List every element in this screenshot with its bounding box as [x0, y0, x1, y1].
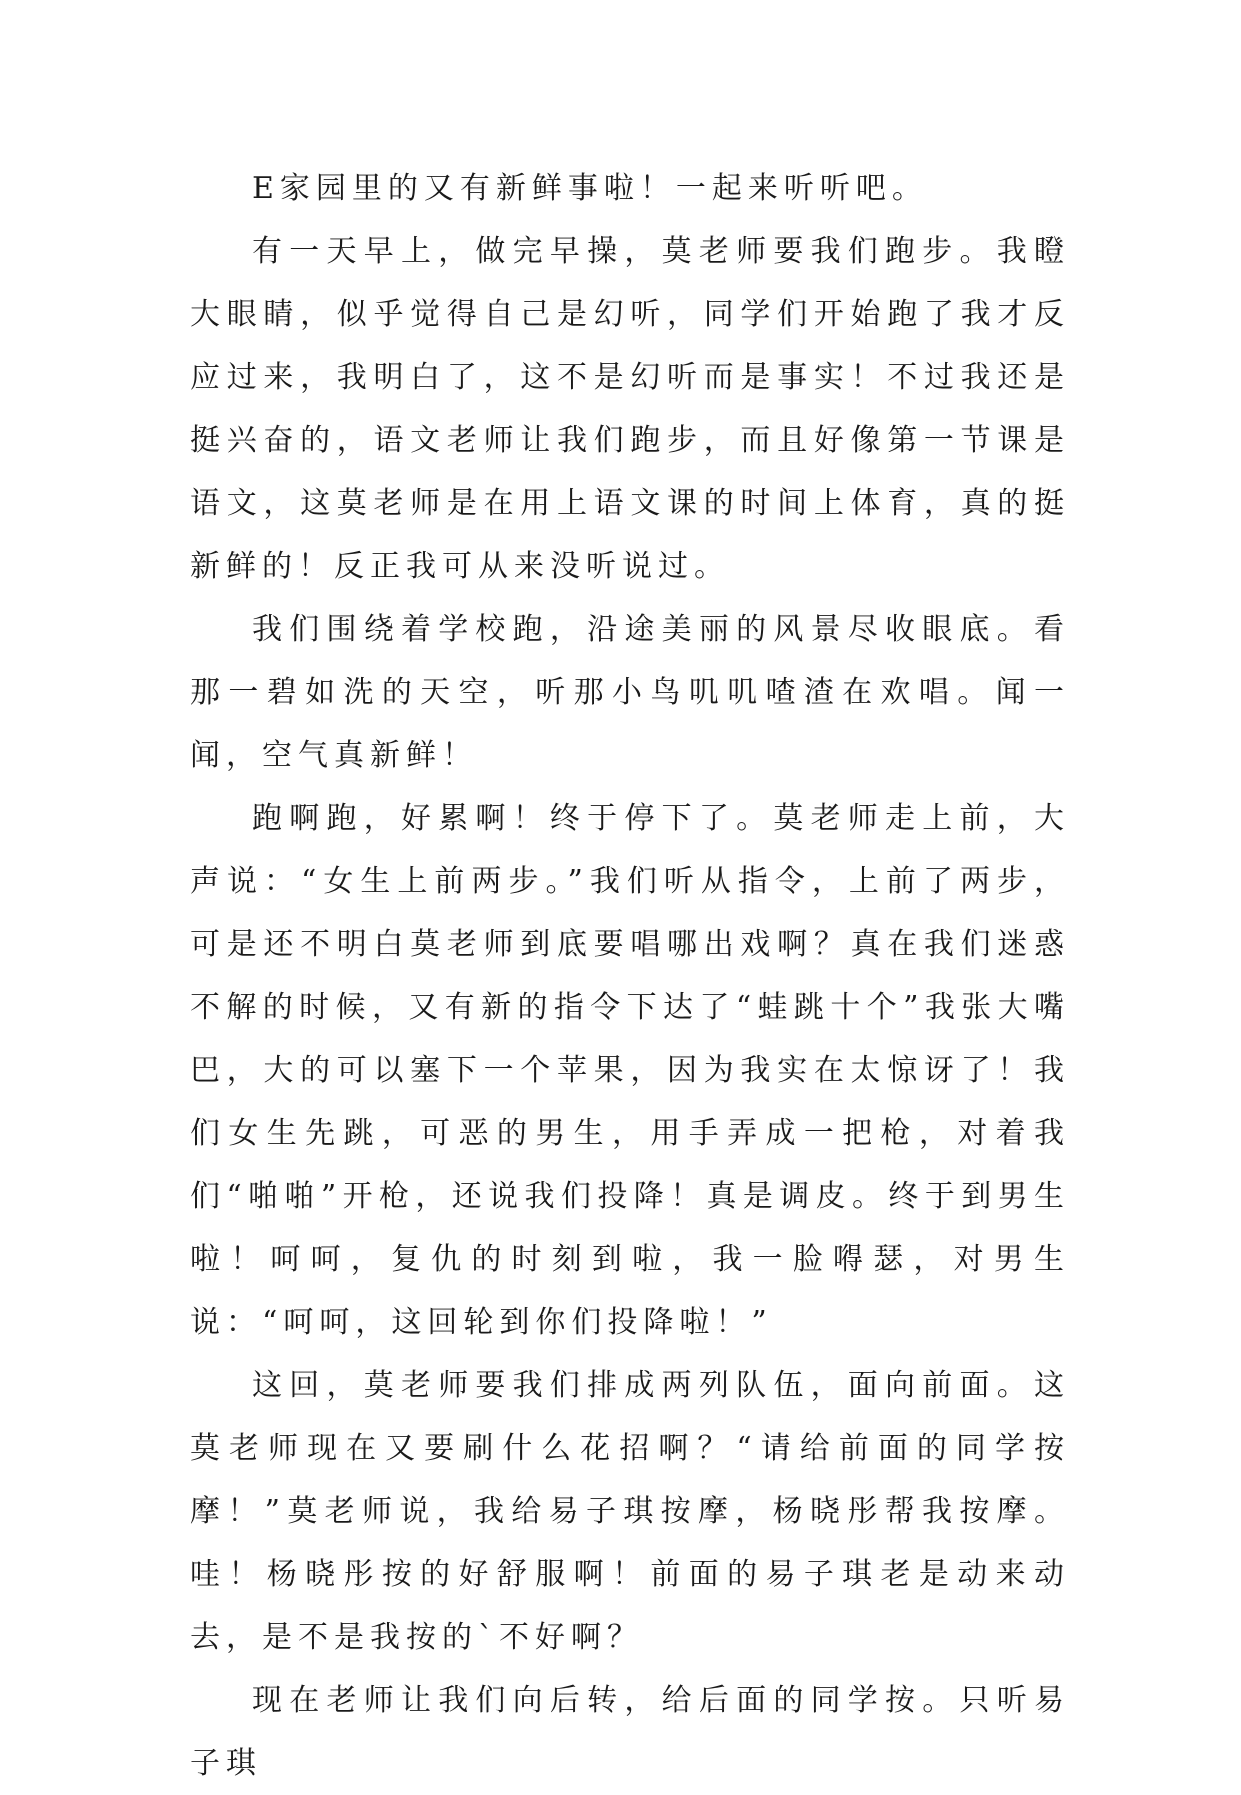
- paragraph-4: 跑啊跑，好累啊！终于停下了。莫老师走上前，大声说：“女生上前两步。”我们听从指令，上前了两步，可是还不明白莫老师到底要唱哪出戏啊？真在我们迷惑不解的时候，又有新的指令下达了“蛙跳十个”我张大嘴巴，大的可以塞下一个苹果，因为我实在太惊讶了！我们女生先跳，可恶的男生，用手弄成一把枪，对着我们“啪啪”开枪，还说我们投降！真是调皮。终于到男生啦！呵呵，复仇的时刻到啦，我一脸嘚瑟，对男生说：“呵呵，这回轮到你们投降啦！”: [190, 801, 1070, 1340]
- document-body: [190, 157, 1070, 1795]
- paragraph-1: E家园里的又有新鲜事啦！一起来听听吧。: [252, 171, 928, 206]
- paragraph-6: 现在老师让我们向后转，给后面的同学按。只听易子琪: [190, 1683, 1070, 1781]
- paragraph-5: 这回，莫老师要我们排成两列队伍，面向前面。这莫老师现在又要刷什么花招啊？“请给前面的同学按摩！”莫老师说，我给易子琪按摩，杨晓彤帮我按摩。哇！杨晓彤按的好舒服啊！前面的易子琪老是动来动去，是不是我按的`不好啊？: [190, 1368, 1070, 1655]
- paragraph-3: 我们围绕着学校跑，沿途美丽的风景尽收眼底。看那一碧如洗的天空，听那小鸟叽叽喳渣在欢唱。闻一闻，空气真新鲜！: [190, 612, 1070, 773]
- paragraph-2: 有一天早上，做完早操，莫老师要我们跑步。我瞪大眼睛，似乎觉得自己是幻听，同学们开始跑了我才反应过来，我明白了，这不是幻听而是事实！不过我还是挺兴奋的，语文老师让我们跑步，而且好像第一节课是语文，这莫老师是在用上语文课的时间上体育，真的挺新鲜的！反正我可从来没听说过。: [190, 234, 1070, 584]
